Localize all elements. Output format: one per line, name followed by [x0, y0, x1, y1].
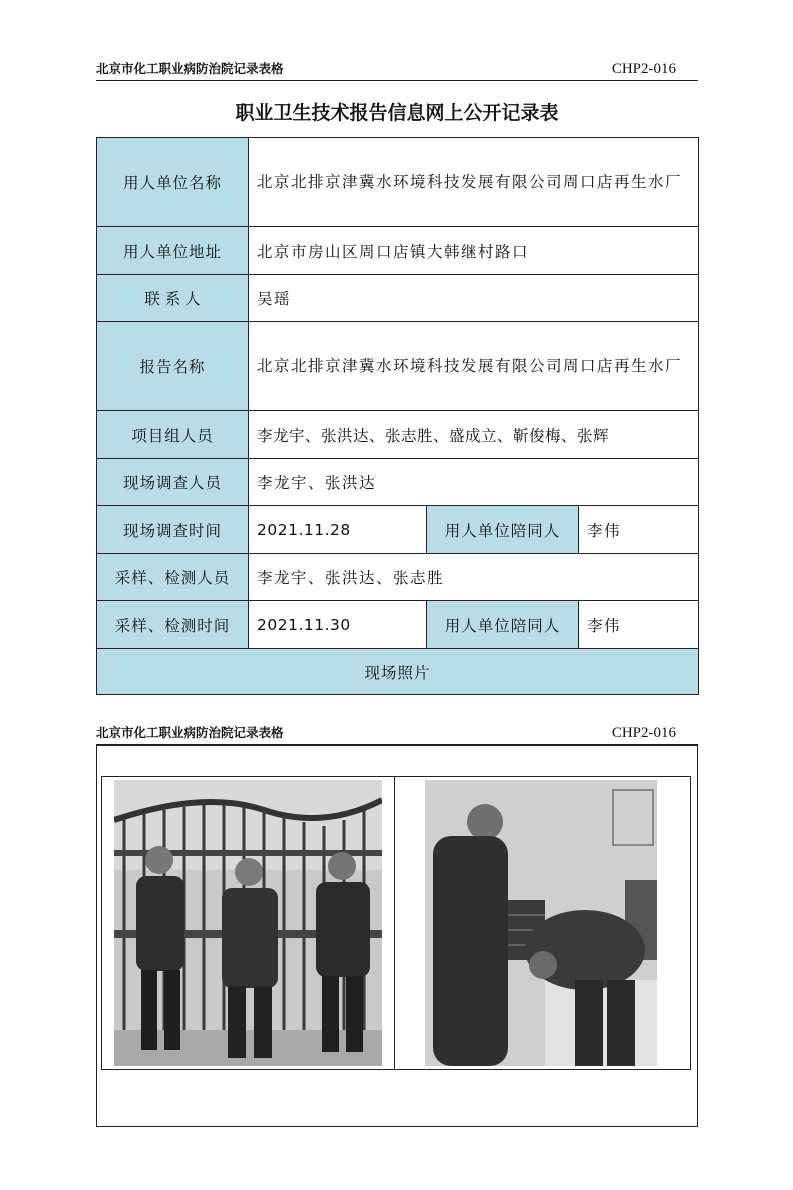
value-project-team: 李龙宇、张洪达、张志胜、盛成立、靳俊梅、张辉 [249, 411, 699, 459]
header-code: CHP2-016 [611, 61, 676, 77]
value-sampling-companion: 李伟 [579, 601, 699, 649]
row-report-name [97, 322, 699, 411]
photo-divider [394, 777, 395, 1069]
record-table [96, 137, 699, 695]
label-project-team: 项目组人员 [97, 411, 249, 459]
label-contact-text: 联 系 人 [144, 290, 201, 308]
header-org: 北京市化工职业病防治院记录表格 [96, 61, 284, 76]
row-project-team [97, 411, 699, 459]
value-survey-staff: 李龙宇、张洪达 [249, 459, 699, 506]
label-sampling-companion: 用人单位陪同人 [427, 601, 579, 649]
site-photo-gate-image [114, 780, 382, 1066]
row-contact [97, 275, 699, 322]
header-org: 北京市化工职业病防治院记录表格 [96, 725, 284, 740]
label-survey-staff: 现场调查人员 [97, 459, 249, 506]
value-sampling-date: 2021.11.30 [249, 601, 427, 649]
label-report-name: 报告名称 [97, 322, 249, 411]
site-photo-sampling-image [425, 780, 657, 1066]
label-survey-time: 现场调查时间 [97, 506, 249, 554]
value-survey-companion: 李伟 [579, 506, 699, 554]
site-photo-sampling [425, 780, 657, 1066]
value-sampling-staff: 李龙宇、张洪达、张志胜 [249, 554, 699, 601]
value-report-name: 北京北排京津冀水环境科技发展有限公司周口店再生水厂 [249, 322, 699, 411]
label-unit-address: 用人单位地址 [97, 227, 249, 275]
label-unit-name: 用人单位名称 [97, 138, 249, 227]
value-unit-address: 北京市房山区周口店镇大韩继村路口 [249, 227, 699, 275]
row-unit-address [97, 227, 699, 275]
label-sampling-staff: 采样、检测人员 [97, 554, 249, 601]
row-sampling-staff [97, 554, 699, 601]
row-photos-heading [97, 649, 699, 695]
page2-header [96, 722, 698, 746]
row-sampling-time [97, 601, 699, 649]
label-survey-companion: 用人单位陪同人 [427, 506, 579, 554]
document-title: 职业卫生技术报告信息网上公开记录表 [235, 102, 559, 124]
value-contact: 吴瑶 [249, 275, 699, 322]
value-unit-name: 北京北排京津冀水环境科技发展有限公司周口店再生水厂 [249, 138, 699, 227]
value-survey-date: 2021.11.28 [249, 506, 427, 554]
page-header [96, 58, 698, 81]
label-contact [97, 275, 249, 322]
row-unit-name [97, 138, 699, 227]
photos-heading: 现场照片 [97, 649, 699, 695]
label-sampling-time: 采样、检测时间 [97, 601, 249, 649]
site-photo-gate [114, 780, 382, 1066]
row-survey-time [97, 506, 699, 554]
row-survey-staff [97, 459, 699, 506]
header-code: CHP2-016 [611, 725, 676, 741]
